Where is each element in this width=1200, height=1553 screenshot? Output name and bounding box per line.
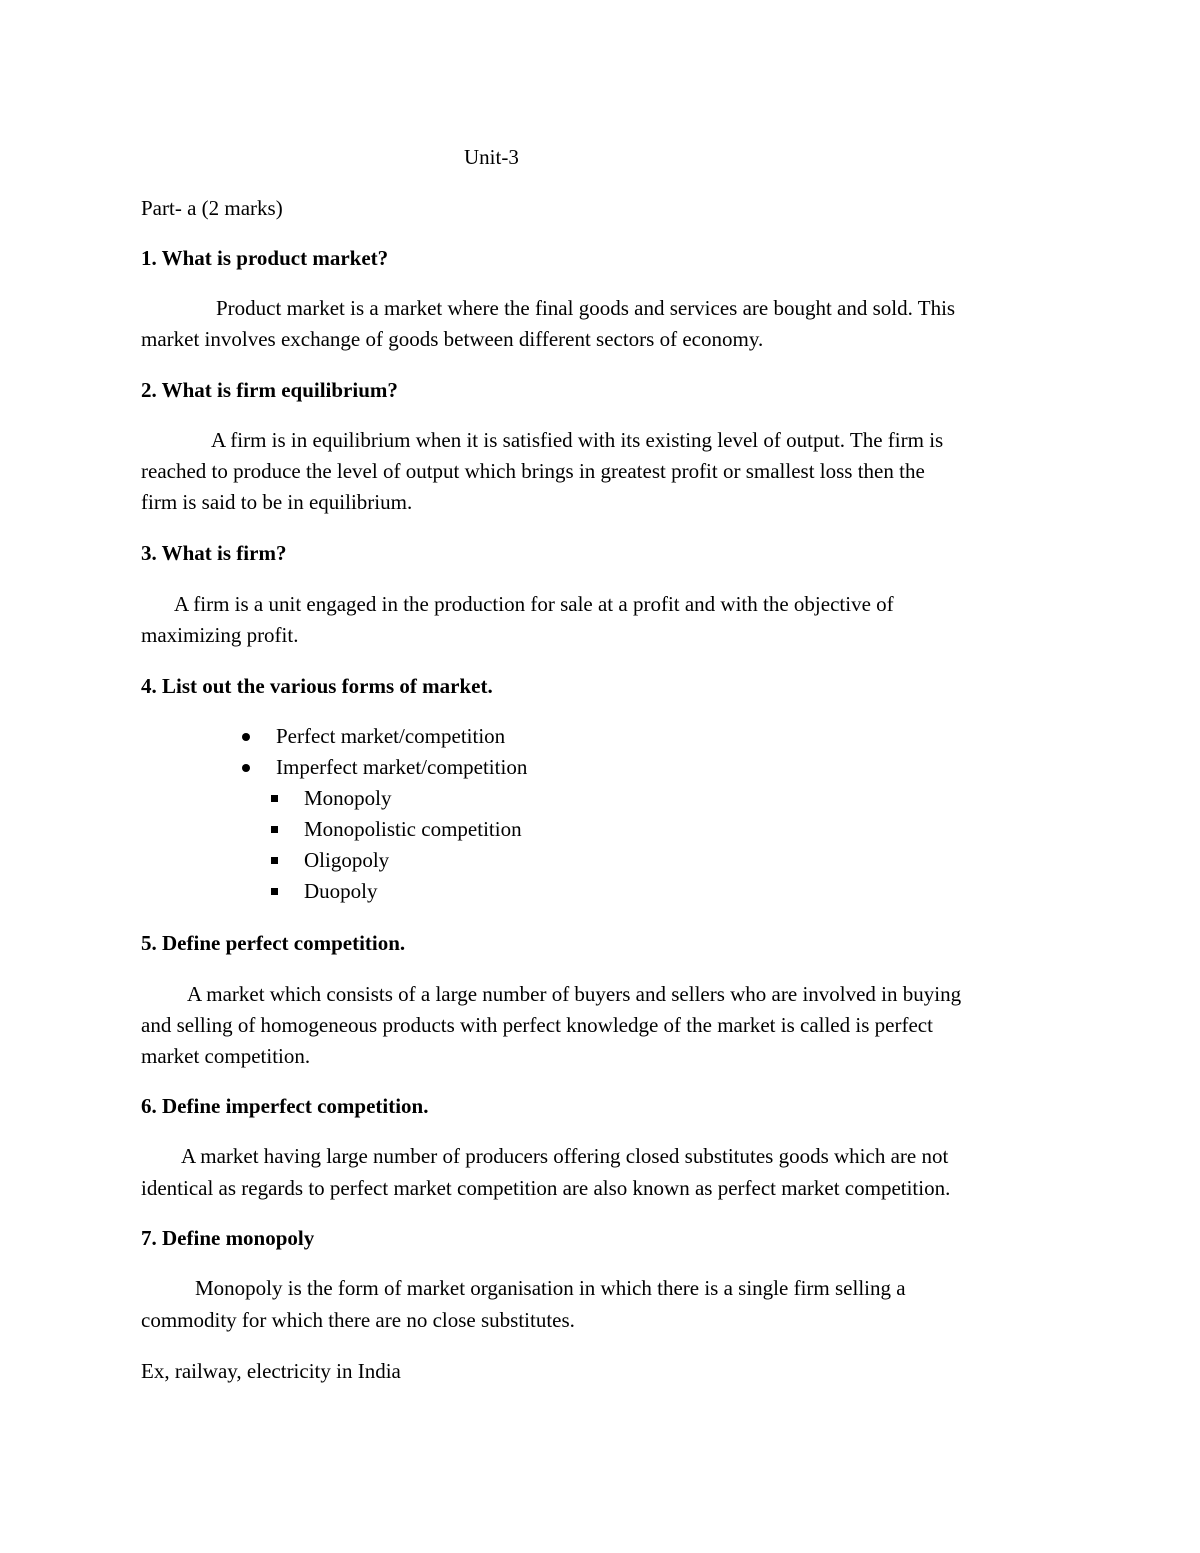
answer-6-line-2: identical as regards to perfect market competition are also known as perfect market competition. bbox=[141, 1176, 951, 1200]
answer-3-line-2: maximizing profit. bbox=[141, 623, 299, 647]
bullet-square-icon bbox=[271, 826, 278, 833]
question-4-heading: 4. List out the various forms of market. bbox=[141, 674, 493, 698]
bullet-disc-icon bbox=[242, 733, 250, 741]
answer-2-line-1: A firm is in equilibrium when it is satisfied with its existing level of output. The firm is bbox=[211, 428, 944, 452]
bullet-square-icon bbox=[271, 857, 278, 864]
sub-list-item: Monopolistic competition bbox=[304, 817, 522, 841]
answer-5-line-3: market competition. bbox=[141, 1044, 311, 1068]
answer-2-line-2: reached to produce the level of output which brings in greatest profit or smallest loss then the bbox=[141, 459, 925, 483]
answer-1-line-1: Product market is a market where the final goods and services are bought and sold. This bbox=[216, 296, 956, 320]
sub-list-item: Duopoly bbox=[304, 879, 378, 903]
answer-6-line-1: A market having large number of producers offering closed substitutes goods which are not bbox=[181, 1144, 949, 1168]
answer-7-line-2: commodity for which there are no close substitutes. bbox=[141, 1308, 575, 1332]
question-5-heading: 5. Define perfect competition. bbox=[141, 931, 406, 955]
bullet-disc-icon bbox=[242, 764, 250, 772]
unit-title: Unit-3 bbox=[464, 145, 519, 169]
question-6-heading: 6. Define imperfect competition. bbox=[141, 1094, 429, 1118]
sub-list-item: Oligopoly bbox=[304, 848, 390, 872]
list-item: Imperfect market/competition bbox=[276, 755, 528, 779]
question-2-heading: 2. What is firm equilibrium? bbox=[141, 378, 398, 402]
answer-3-line-1: A firm is a unit engaged in the production for sale at a profit and with the objective of bbox=[174, 592, 894, 616]
question-3-heading: 3. What is firm? bbox=[141, 541, 287, 565]
answer-1-line-2: market involves exchange of goods between different sectors of economy. bbox=[141, 327, 764, 351]
answer-5-line-2: and selling of homogeneous products with perfect knowledge of the market is called is perfect bbox=[141, 1013, 933, 1037]
question-7-heading: 7. Define monopoly bbox=[141, 1226, 315, 1250]
part-heading: Part- a (2 marks) bbox=[141, 196, 283, 220]
answer-2-line-3: firm is said to be in equilibrium. bbox=[141, 490, 413, 514]
question-1-heading: 1. What is product market? bbox=[141, 246, 389, 270]
bullet-square-icon bbox=[271, 795, 278, 802]
bullet-square-icon bbox=[271, 888, 278, 895]
sub-list-item: Monopoly bbox=[304, 786, 392, 810]
answer-7-line-1: Monopoly is the form of market organisation in which there is a single firm selling a bbox=[195, 1276, 906, 1300]
answer-5-line-1: A market which consists of a large number of buyers and sellers who are involved in buying bbox=[187, 982, 962, 1006]
list-item: Perfect market/competition bbox=[276, 724, 506, 748]
example-text: Ex, railway, electricity in India bbox=[141, 1359, 401, 1383]
